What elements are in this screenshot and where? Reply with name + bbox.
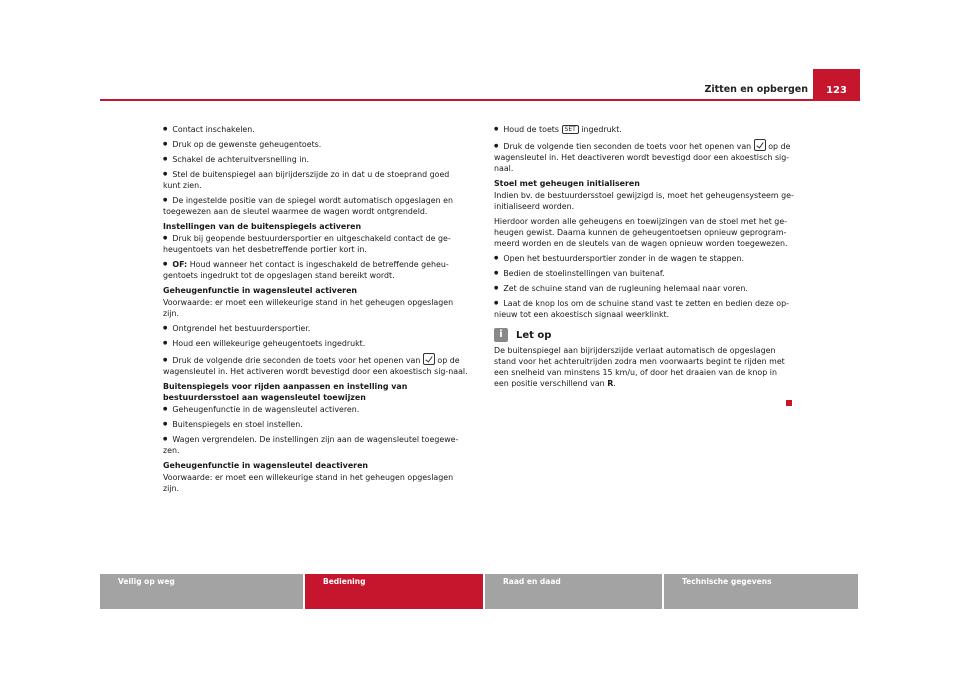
- list-item: ● Houd een willekeurige geheugentoets ingedrukt.: [163, 338, 469, 349]
- footer-tab-raad-en-daad[interactable]: Raad en daad: [485, 574, 662, 609]
- list-item-text: op de wagensleutel in. Het activeren wordt bevestigd door een akoestisch sig-naal.: [163, 356, 468, 376]
- section-heading: Instellingen van de buitenspiegels activeren: [163, 222, 362, 231]
- list-item: ● Bedien de stoelinstellingen van buitenaf.: [494, 268, 794, 279]
- list-item: ● Contact inschakelen.: [163, 124, 469, 135]
- note-title: Let op: [516, 329, 552, 341]
- note-text: [494, 345, 794, 389]
- page-number: 123: [813, 69, 860, 101]
- set-key-symbol: SET: [562, 125, 579, 134]
- section-heading: Geheugenfunctie in wagensleutel activeren: [163, 286, 358, 295]
- paragraph: Voorwaarde: er moet een willekeurige stand in het geheugen opgeslagen zijn.: [163, 473, 454, 493]
- footer-nav: [100, 574, 860, 609]
- list-item: ● Zet de schuine stand van de rugleuning helemaal naar voren.: [494, 283, 794, 294]
- note-text-body: De buitenspiegel aan bijrijderszijde verlaat automatisch de opgeslagen stand voor het achteruitrijden zodra men voorwaarts begint te rijden met een snelheid van minstens 15 km/u, of door het draaien van de knop in een positie verschillend van: [494, 346, 785, 388]
- list-item: ● Stel de buitenspiegel aan bijrijderszijde zo in dat u de stoeprand goed kunt zien.: [163, 169, 469, 191]
- list-item-text: Druk de volgende drie seconden de toets voor het openen van: [172, 356, 421, 365]
- paragraph: Voorwaarde: er moet een willekeurige stand in het geheugen opgeslagen zijn.: [163, 298, 454, 318]
- list-item: ● De ingestelde positie van de spiegel wordt automatisch opgeslagen en toegewezen aan de sleutel waarmee de wagen wordt ontgrendeld.: [163, 195, 469, 217]
- list-item: ● Druk bij geopende bestuurdersportier en uitgeschakeld contact de ge-heugentoets van het desbetreffende portier kort in.: [163, 233, 469, 255]
- list-item: ● Druk op de gewenste geheugentoets.: [163, 139, 469, 150]
- paragraph: Indien bv. de bestuurdersstoel gewijzigd is, moet het geheugensysteem ge-initialiseerd worden.: [494, 191, 794, 211]
- info-note-icon: i: [494, 328, 508, 342]
- left-column: [163, 124, 469, 498]
- footer-tab-veilig-op-weg[interactable]: Veilig op weg: [100, 574, 303, 609]
- section-heading: Geheugenfunctie in wagensleutel deactiveren: [163, 461, 369, 470]
- list-item-text: op de wagensleutel in. Het deactiveren wordt bevestigd door een akoestisch sig-naal.: [494, 142, 791, 173]
- list-item: ● Geheugenfunctie in de wagensleutel activeren.: [163, 404, 469, 415]
- unlock-key-icon: [423, 353, 435, 365]
- right-column: [494, 124, 794, 393]
- section-heading: Buitenspiegels voor rijden aanpassen en instelling van bestuurdersstoel aan wagensleutel toewijzen: [163, 382, 408, 402]
- or-label: OF:: [172, 260, 188, 269]
- end-of-section-marker: [786, 400, 792, 406]
- list-item: ● Ontgrendel het bestuurdersportier.: [163, 323, 469, 334]
- section-heading: Stoel met geheugen initialiseren: [494, 179, 640, 188]
- footer-tab-bediening[interactable]: Bediening: [305, 574, 483, 609]
- list-item: ● Schakel de achteruitversnelling in.: [163, 154, 469, 165]
- list-item: ● Open het bestuurdersportier zonder in de wagen te stappen.: [494, 253, 794, 264]
- paragraph: Hierdoor worden alle geheugens en toewijzingen van de stoel met het ge-heugen gewist. Daarna kunnen de geheugentoetsen opnieuw geprogram-meerd worden en de sleutels van de wagen opnieuw worden toegewezen.: [494, 217, 788, 248]
- gear-r-label: R: [607, 379, 614, 388]
- note-header: [494, 328, 794, 342]
- list-item-text: Houd wanneer het contact is ingeschakeld de betreffende geheu-gentoets ingedrukt tot de opgeslagen stand bereikt wordt.: [163, 260, 449, 280]
- list-item-text: Druk de volgende tien seconden de toets voor het openen van: [503, 142, 752, 151]
- list-item: [163, 259, 469, 281]
- list-item-text: ingedrukt.: [581, 125, 622, 134]
- list-item: ● Wagen vergrendelen. De instellingen zijn aan de wagensleutel toegewe-zen.: [163, 434, 469, 456]
- list-item-text: Houd de toets: [503, 125, 560, 134]
- footer-tab-technische-gegevens[interactable]: Technische gegevens: [664, 574, 858, 609]
- list-item: [494, 124, 794, 135]
- list-item: [163, 353, 469, 377]
- list-item: ● Laat de knop los om de schuine stand vast te zetten en bedien deze op-nieuw tot een akoestisch signaal weerklinkt.: [494, 298, 794, 320]
- chapter-title: Zitten en opbergen: [704, 84, 808, 95]
- unlock-key-icon: [754, 139, 766, 151]
- list-item: ● Buitenspiegels en stoel instellen.: [163, 419, 469, 430]
- list-item: [494, 139, 794, 174]
- header-rule: [100, 99, 813, 101]
- note-text-end: .: [613, 379, 616, 388]
